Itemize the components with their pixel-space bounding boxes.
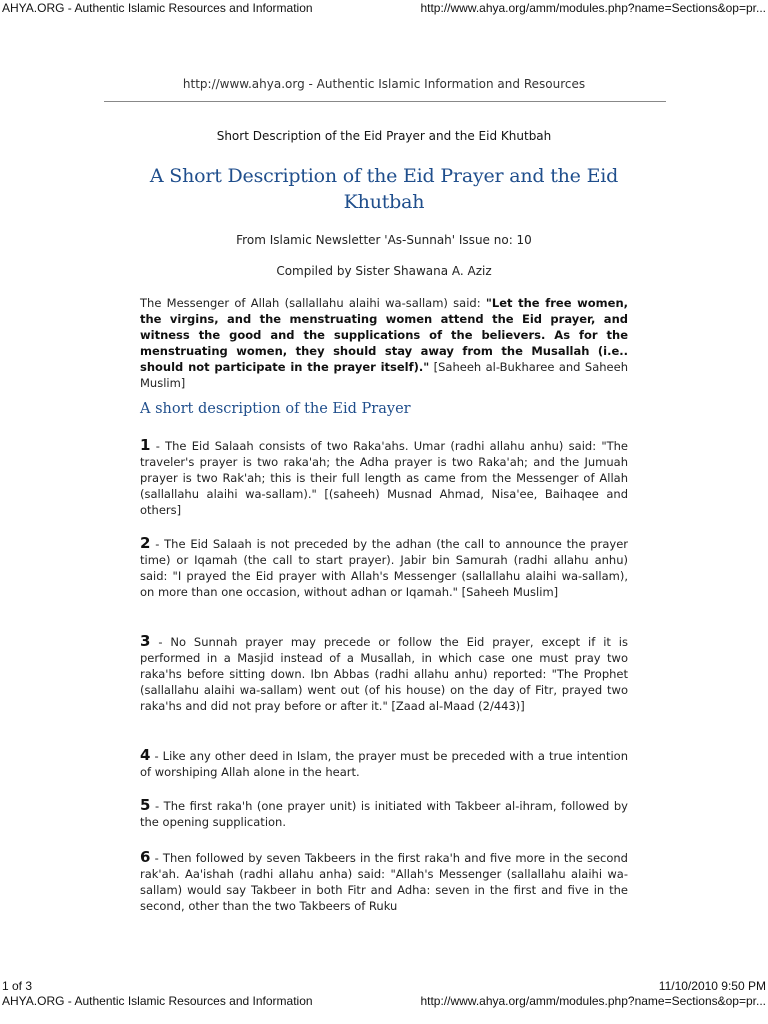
point-number-5: 5: [140, 796, 151, 814]
point-text-2: - The Eid Salaah is not preceded by the adhan (the call to announce the prayer time) or Iqamah (the call to start prayer). Jabir bin Samurah (radhi allahu anhu) said: "I prayed the Eid prayer with Allah's Messenger (sallallahu alaihi wa-sallam), on more than one occasion, without adhan or Iqamah." [Saheeh Muslim]: [140, 537, 628, 599]
print-datetime: 11/10/2010 9:50 PM: [658, 979, 766, 993]
article-source: From Islamic Newsletter 'As-Sunnah' Issue no: 10: [236, 233, 532, 247]
site-tagline: http://www.ahya.org - Authentic Islamic Information and Resources: [182, 77, 586, 91]
point-text-3: - No Sunnah prayer may precede or follow the Eid prayer, except if it is performed in a Masjid instead of a Musallah, in which case one must pray two raka'hs before sitting down. Ibn Abbas (radhi allahu anhu) reported: "The Prophet (sallallahu alaihi wa-sallam) went out (of his house) on the day of Fitr, prayed two raka'hs and did not pray before or after it." [Zaad al-Maad (2/443)]: [140, 635, 628, 713]
intro-text: The Messenger of Allah (sallallahu alaihi wa-sallam) said:: [140, 296, 486, 310]
point-number-4: 4: [140, 746, 151, 764]
print-header-title: AHYA.ORG - Authentic Islamic Resources and Information: [2, 1, 313, 15]
page-counter: 1 of 3: [2, 979, 33, 993]
print-header-url: http://www.ahya.org/amm/modules.php?name=Sections&op=pr...: [420, 1, 766, 15]
section-heading: A short description of the Eid Prayer: [140, 401, 411, 417]
article-compiler: Compiled by Sister Shawana A. Aziz: [276, 264, 492, 278]
point-paragraph-5: [140, 797, 628, 830]
header-divider: [104, 101, 666, 102]
point-text-5: - The first raka'h (one prayer unit) is initiated with Takbeer al-ihram, followed by the opening supplication.: [140, 799, 628, 829]
point-paragraph-3: [140, 633, 628, 714]
intro-paragraph: [140, 295, 628, 391]
intro-hadith-quote: "Let the free women, the virgins, and the menstruating women attend the Eid prayer, and witness the good and the supplications of the believers. As for the menstruating women, they should stay away from the Musallah (i.e.. should not participate in the prayer itself).": [140, 296, 628, 374]
point-text-6: - Then followed by seven Takbeers in the first raka'h and five more in the second rak'ah. Aa'ishah (radhi allahu anha) said: "Allah's Messenger (sallallahu alaihi wa-sallam) would say Takbeer in both Fitr and Adha: seven in the first and five in the second, other than the two Takbeers of Ruku: [140, 851, 628, 913]
intro-reference: [Saheeh al-Bukharee and Saheeh Muslim]: [140, 360, 628, 390]
point-paragraph-6: [140, 849, 628, 914]
print-footer: [0, 994, 768, 1008]
article-title: A Short Description of the Eid Prayer and the Eid Khutbah: [149, 165, 619, 213]
print-footer-url: http://www.ahya.org/amm/modules.php?name=Sections&op=pr...: [420, 994, 766, 1008]
point-text-1: - The Eid Salaah consists of two Raka'ahs. Umar (radhi allahu anhu) said: "The traveler's prayer is two raka'ah; the Adha prayer is two Raka'ah; and the Jumuah prayer is two Rak'ah; this is their full length as came from the Messenger of Allah (sallallahu alaihi wa-sallam)." [(saheeh) Musnad Ahmad, Nisa'ee, Baihaqee and others]: [140, 439, 628, 517]
print-footer-meta: [0, 979, 768, 993]
point-paragraph-2: [140, 535, 628, 600]
point-paragraph-1: [140, 437, 628, 518]
point-paragraph-4: [140, 747, 628, 780]
print-header: [0, 1, 768, 15]
point-number-3: 3: [140, 632, 151, 650]
point-number-2: 2: [140, 534, 151, 552]
point-number-6: 6: [140, 848, 151, 866]
point-number-1: 1: [140, 436, 151, 454]
page-title: Short Description of the Eid Prayer and the Eid Khutbah: [216, 129, 552, 143]
point-text-4: - Like any other deed in Islam, the prayer must be preceded with a true intention of worshiping Allah alone in the heart.: [140, 749, 628, 779]
print-footer-title: AHYA.ORG - Authentic Islamic Resources and Information: [2, 994, 313, 1008]
